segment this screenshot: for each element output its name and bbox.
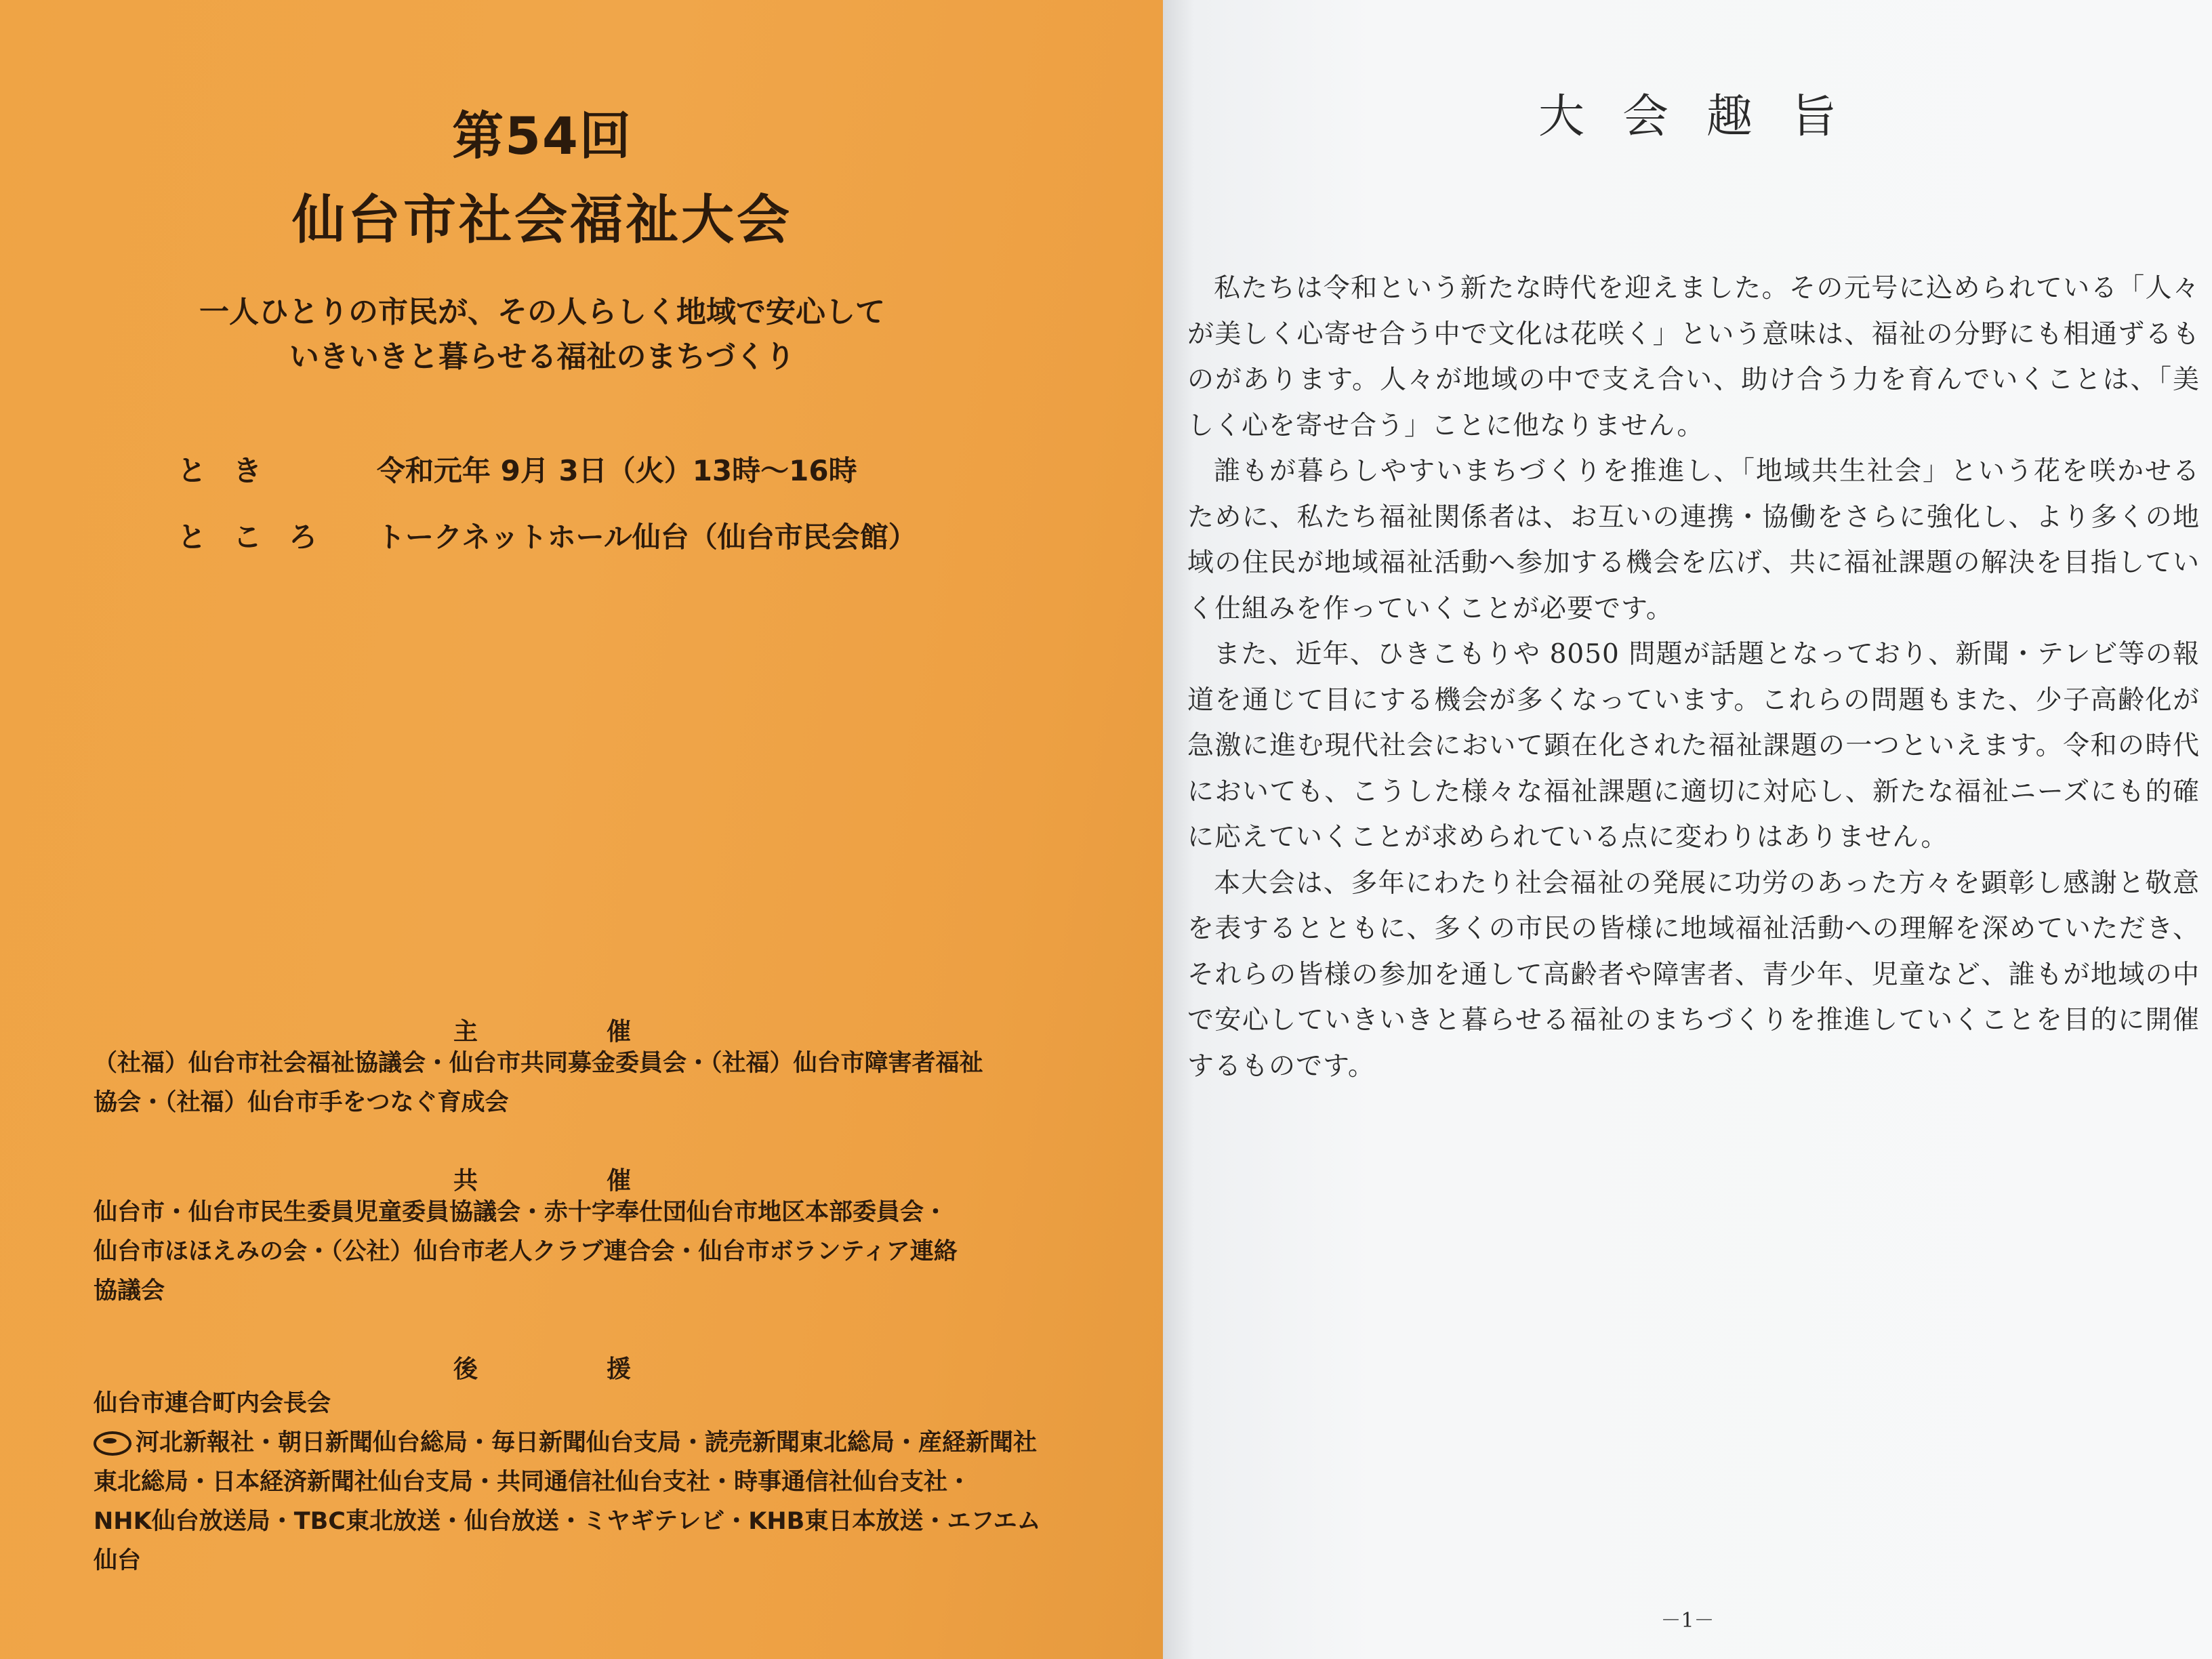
organizer-line: 協会・（社福）仙台市手をつなぐ育成会 [94, 1089, 509, 1116]
kahoku-logo-icon [94, 1431, 131, 1456]
support-line [94, 1423, 1056, 1462]
support-line: 東北総局・日本経済新聞社仙台支局・共同通信社仙台支社・時事通信社仙台支社・ [94, 1469, 972, 1496]
support-line-text: 河北新報社・朝日新聞仙台総局・毎日新聞仙台支局・読売新聞東北総局・産経新聞社 [136, 1429, 1038, 1456]
cosponsor-line: 仙台市・仙台市民生委員児童委員協議会・赤十字奉仕団仙台市地区本部委員会・ [94, 1199, 948, 1226]
event-title: 仙台市社会福祉大会 [291, 190, 792, 251]
organizer-list [94, 1044, 1056, 1122]
organizer-heading: 主催 [453, 1018, 760, 1046]
page-number: －1－ [1660, 1609, 1715, 1633]
paragraph: また、近年、ひきこもりや 8050 問題が話題となっており、新聞・テレビ等の報道を通じて目にする機会が多くなっています。これらの問題もまた、少子高齢化が急激に進む現代社会において顕在化された福祉課題の一つといえます。令和の時代においても、こうした様々な福祉課題に適切に対応し、新たな福祉ニーズにも的確に応えていくことが求められている点に変わりはありません。 [1187, 639, 2200, 853]
purpose-page [1163, 0, 2212, 1659]
cosponsor-heading: 共催 [453, 1167, 760, 1195]
date-row [178, 449, 857, 489]
edition-number: 第54回 [452, 106, 632, 166]
place-value: トークネットホール仙台（仙台市民会館） [377, 520, 917, 554]
paragraph: 私たちは令和という新たな時代を迎えました。その元号に込められている「人々が美しく心寄せ合う中で文化は花咲く」という意味は、福祉の分野にも相通ずるものがあります。人々が地域の中で支え合い、助け合う力を育んでいくことは、「美しく心を寄せ合う」ことに他なりません。 [1187, 273, 2200, 441]
event-subtitle [0, 290, 1084, 380]
place-row [178, 515, 917, 556]
organizer-line: （社福）仙台市社会福祉協議会・仙台市共同募金委員会・（社福）仙台市障害者福祉 [94, 1050, 983, 1077]
date-label: とき [178, 454, 289, 487]
date-value: 令和元年 9月 3日（火）13時～16時 [377, 454, 857, 487]
support-line: 仙台市連合町内会長会 [94, 1390, 331, 1417]
place-label: ところ [178, 520, 345, 554]
subtitle-line: 一人ひとりの市民が、その人らしく地域で安心して [199, 295, 885, 329]
page-heading: 大会趣旨 [1538, 90, 1875, 144]
paragraph: 本大会は、多年にわたり社会福祉の発展に功労のあった方々を顕彰し感謝と敬意を表するとともに、多くの市民の皆様に地域福祉活動への理解を深めていただき、それらの皆様の参加を通して高齢者や障害者、青少年、児童など、誰もが地域の中で安心していきいきと暮らせる福祉のまちづくりを推進していくことを目的に開催するものです。 [1187, 867, 2200, 1082]
support-line: NHK仙台放送局・TBC東北放送・仙台放送・ミヤギテレビ・KHB東日本放送・エフエム仙台 [94, 1508, 1041, 1574]
purpose-text [1187, 266, 2200, 1089]
paragraph: 誰もが暮らしやすいまちづくりを推進し、「地域共生社会」という花を咲かせるために、私たち福祉関係者は、お互いの連携・協働をさらに強化し、より多くの地域の住民が地域福祉活動へ参加する機会を広げ、共に福祉課題の解決を目指していく仕組みを作っていくことが必要です。 [1187, 456, 2200, 624]
cosponsor-line: 協議会 [94, 1277, 165, 1305]
cosponsor-list [94, 1193, 1056, 1311]
subtitle-line: いきいきと暮らせる福祉のまちづくり [289, 340, 796, 374]
support-heading: 後援 [453, 1355, 760, 1383]
cosponsor-line: 仙台市ほほえみの会・（公社）仙台市老人クラブ連合会・仙台市ボランティア連絡 [94, 1238, 958, 1265]
support-list [94, 1384, 1056, 1580]
